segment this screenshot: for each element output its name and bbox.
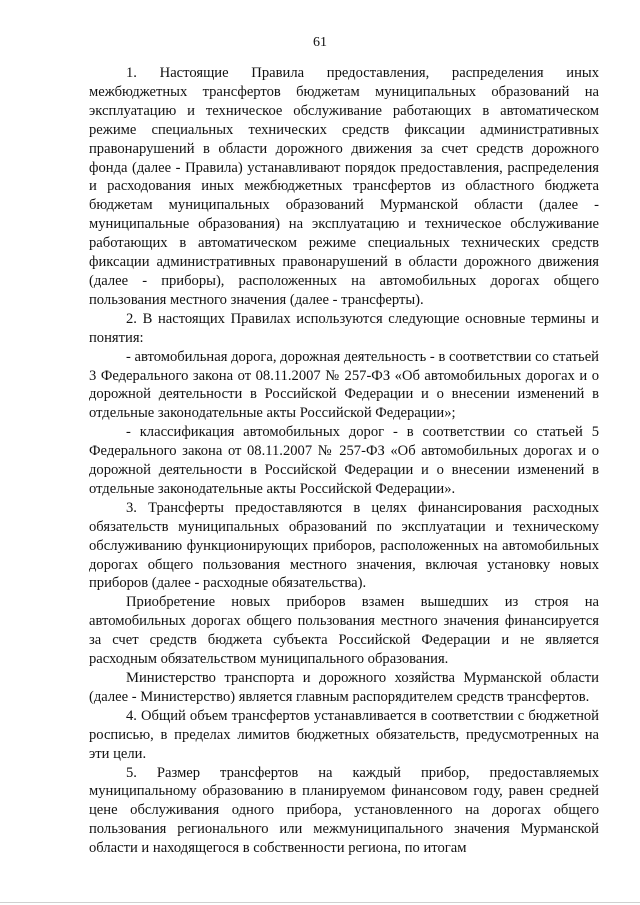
paragraph-2-term-road: - автомобильная дорога, дорожная деятельность - в соответствии со статьей 3 Федерального закона от 08.11.2007 № 257-ФЗ «Об автомобильных дорогах и о дорожной деятельности в Российской Федерации и о внесении изменений в отдельные законодательные акты Российской Федерации»; bbox=[89, 348, 599, 422]
paragraph-3-new-devices: Приобретение новых приборов взамен вышедших из строя на автомобильных дорогах общего пользования местного значения финансируется за счет средств бюджета субъекта Российской Федерации и не является расходным обязательством муниципального образования. bbox=[89, 594, 599, 668]
paragraph-3-ministry: Министерство транспорта и дорожного хозяйства Мурманской области (далее - Министерство) является главным распорядителем средств трансфертов. bbox=[89, 670, 599, 705]
paragraph-2-term-classification: - классификация автомобильных дорог - в соответствии со статьей 5 Федерального закона от 08.11.2007 № 257-ФЗ «Об автомобильных дорогах и о дорожной деятельности в Российской Федерации и о внесении изменений в отдельные законодательные акты Российской Федерации». bbox=[89, 424, 599, 497]
paragraph-2-terms-intro: 2. В настоящих Правилах используются следующие основные термины и понятия: bbox=[89, 310, 599, 346]
page-bottom-divider bbox=[0, 902, 640, 903]
document-body bbox=[89, 64, 599, 858]
paragraph-3-purpose: 3. Трансферты предоставляются в целях финансирования расходных обязательств муниципальных образований по эксплуатации и техническому обслуживанию функционирующих приборов, расположенных на автомобильных дорогах общего пользования местного значения, включая установку новых приборов (далее - расходные обязательства). bbox=[89, 499, 599, 592]
page-number: 61 bbox=[313, 35, 327, 50]
paragraph-1-general-provisions: 1. Настоящие Правила предоставления, распределения иных межбюджетных трансфертов бюджетам муниципальных образований на эксплуатацию и техническое обслуживание работающих в автоматическом режиме специальных технических средств фиксации административных правонарушений в области дорожного движения за счет средств дорожного фонда (далее - Правила) устанавливают порядок предоставления, распределения и расходования иных межбюджетных трансфертов из областного бюджета бюджетам муниципальных образований Мурманской области (далее - муниципальные образования) на эксплуатацию и техническое обслуживание работающих в автоматическом режиме специальных технических средств фиксации административных правонарушений в области дорожного движения (далее - приборы), расположенных на автомобильных дорогах общего пользования местного значения (далее - трансферты). bbox=[89, 65, 599, 308]
paragraph-5-transfer-size: 5. Размер трансфертов на каждый прибор, предоставляемых муниципальному образованию в планируемом финансовом году, равен средней цене обслуживания одного прибора, установленного на дорогах общего пользования регионального или межмуниципального значения Мурманской области и находящегося в собственности региона, по итогам bbox=[89, 764, 599, 857]
paragraph-4-total-volume: 4. Общий объем трансфертов устанавливается в соответствии с бюджетной росписью, в пределах лимитов бюджетных обязательств, предусмотренных на эти цели. bbox=[89, 707, 599, 762]
